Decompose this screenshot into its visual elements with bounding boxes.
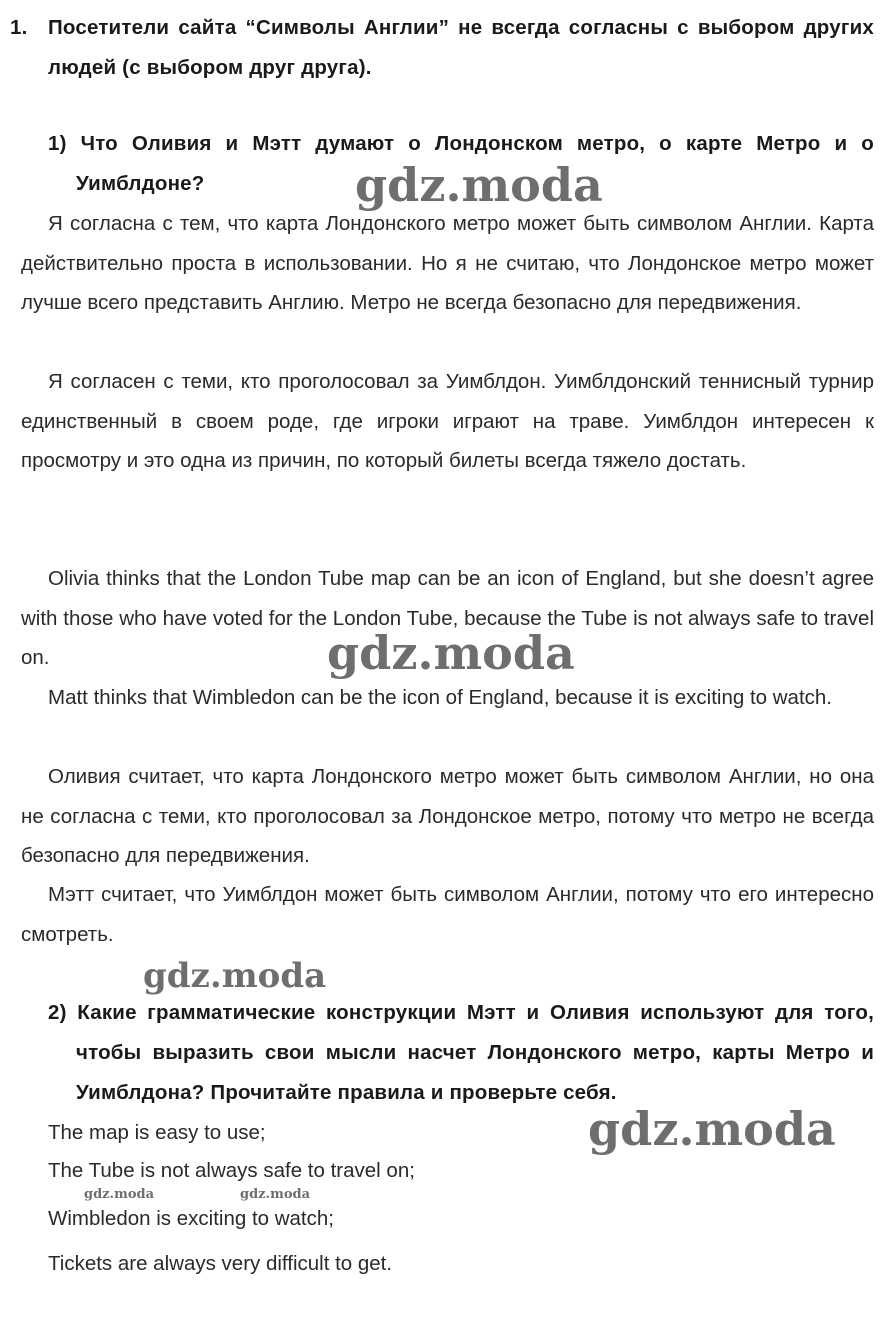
answer-paragraph: Olivia thinks that the London Tube map can be an icon of England, but she doesn’t agree with those who have voted for the London Tube, because the Tube is not always safe to travel on. (21, 567, 874, 669)
example-sentence: Wimbledon is exciting to watch; (48, 1207, 334, 1230)
answer-paragraph: Я согласен с теми, кто проголосовал за Уимблдон. Уимблдонский теннисный турнир единственный в своем роде, где игроки играют на траве. Уимблдон интересен к просмотру и это одна из причин, по который билеты всегда тяжело достать. (21, 370, 874, 472)
subquestion-1 (48, 124, 874, 204)
watermark: gdz.moda (327, 626, 575, 680)
watermark: gdz.moda (355, 158, 603, 212)
example-sentence: Tickets are always very difficult to get. (48, 1252, 393, 1275)
example-sentence: The map is easy to use; (48, 1121, 266, 1144)
task-1-text: Посетители сайта “Символы Англии” не всегда согласны с выбором других людей (с выбором друг друга). (48, 16, 874, 79)
watermark: gdz.moda (240, 1187, 311, 1202)
answer-paragraph: Мэтт считает, что Уимблдон может быть символом Англии, потому что его интересно смотреть. (21, 883, 874, 946)
task-1-heading (10, 8, 874, 88)
subquestion-1-text: 1) Что Оливия и Мэтт думают о Лондонском метро, о карте Метро и о Уимблдоне? (48, 132, 874, 195)
example-sentence: The Tube is not always safe to travel on; (48, 1159, 415, 1182)
subquestion-2-text: 2) Какие грамматические конструкции Мэтт и Оливия используют для того, чтобы выразить свои мысли насчет Лондонского метро, карты Метро и Уимблдона? Прочитайте правила и проверьте себя. (48, 1001, 874, 1104)
answer-paragraph: Оливия считает, что карта Лондонского метро может быть символом Англии, но она не согласна с теми, кто проголосовал за Лондонское метро, потому что метро не всегда безопасно для передвижения. (21, 765, 874, 867)
subquestion-2 (48, 993, 874, 1113)
answer-paragraph: Matt thinks that Wimbledon can be the icon of England, because it is exciting to watch. (48, 686, 832, 709)
watermark: gdz.moda (84, 1187, 155, 1202)
task-number: 1. (10, 16, 28, 39)
watermark: gdz.moda (588, 1102, 836, 1156)
answer-paragraph: Я согласна с тем, что карта Лондонского метро может быть символом Англии. Карта действительно проста в использовании. Но я не считаю, что Лондонское метро может лучше всего представить Англию. Метро не всегда безопасно для передвижения. (21, 212, 874, 314)
watermark: gdz.moda (143, 956, 327, 996)
